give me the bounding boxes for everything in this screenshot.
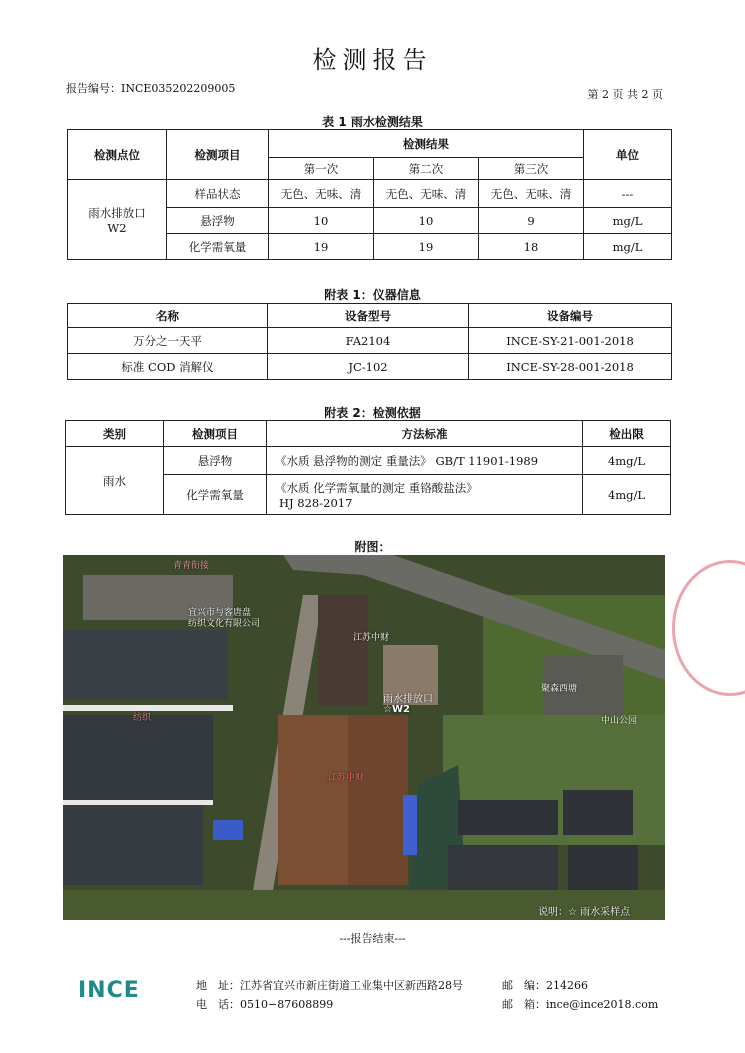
header-third: 第三次 bbox=[479, 158, 584, 180]
table2-caption: 附表 1：仪器信息 bbox=[324, 288, 421, 302]
unit-cell: mg/L bbox=[584, 208, 672, 234]
report-number: 报告编号：INCE035202209005 bbox=[66, 82, 236, 95]
instrument-info-table bbox=[67, 303, 672, 380]
header-unit: 单位 bbox=[584, 130, 672, 180]
map-label: 聚森西塘 bbox=[541, 684, 578, 694]
header-first: 第一次 bbox=[269, 158, 374, 180]
result-cell: 10 bbox=[269, 208, 374, 234]
footer-address: 地 址：江苏省宜兴市新庄街道工业集中区新西路28号 bbox=[196, 979, 463, 992]
unit-cell: --- bbox=[584, 180, 672, 208]
result-cell: 无色、无味、清 bbox=[374, 180, 479, 208]
result-cell: 9 bbox=[479, 208, 584, 234]
table-row bbox=[68, 328, 672, 354]
header-name: 名称 bbox=[68, 304, 268, 328]
item-cell: 样品状态 bbox=[167, 180, 269, 208]
header-second: 第二次 bbox=[374, 158, 479, 180]
map-label: 青青衔接 bbox=[173, 561, 210, 571]
ince-logo bbox=[78, 978, 140, 1003]
map-label: 中山公园 bbox=[601, 716, 638, 726]
item-cell: 悬浮物 bbox=[167, 208, 269, 234]
report-title: 检测报告 bbox=[312, 46, 433, 74]
map-label: 宜兴市与客唐盘 bbox=[188, 608, 252, 618]
method-code: HJ 828-2017 bbox=[279, 495, 353, 510]
company-seal bbox=[672, 560, 745, 696]
footer-postcode: 邮 编：214266 bbox=[502, 979, 588, 992]
item-cell: 化学需氧量 bbox=[167, 234, 269, 260]
footer-email: 邮 箱：ince@ince2018.com bbox=[502, 998, 659, 1011]
limit-cell: 4mg/L bbox=[583, 475, 671, 515]
result-cell: 无色、无味、清 bbox=[479, 180, 584, 208]
table-row bbox=[68, 354, 672, 380]
report-end: ---报告结束--- bbox=[339, 932, 406, 945]
map-label: 纺织文化有限公司 bbox=[188, 619, 261, 629]
method-name: 《水质 化学需氧量的测定 重铬酸盐法》 bbox=[275, 480, 478, 495]
table1-caption: 表 1 雨水检测结果 bbox=[322, 115, 423, 129]
unit-cell: mg/L bbox=[584, 234, 672, 260]
header-item: 检测项目 bbox=[167, 130, 269, 180]
header-point: 检测点位 bbox=[68, 130, 167, 180]
header-result: 检测结果 bbox=[269, 130, 584, 158]
header-category: 类别 bbox=[66, 421, 164, 447]
rain-test-results-table bbox=[67, 129, 672, 260]
table3-caption: 附表 2：检测依据 bbox=[324, 406, 421, 420]
model-cell: JC-102 bbox=[268, 354, 469, 380]
method-cell bbox=[267, 475, 583, 515]
item-cell: 化学需氧量 bbox=[164, 475, 267, 515]
category-cell: 雨水 bbox=[66, 447, 164, 515]
method-cell: 《水质 悬浮物的测定 重量法》 GB/T 11901-1989 bbox=[267, 447, 583, 475]
header-model: 设备型号 bbox=[268, 304, 469, 328]
result-cell: 19 bbox=[374, 234, 479, 260]
point-code: W2 bbox=[107, 220, 127, 235]
map-legend: 说明：☆ 雨水采样点 bbox=[538, 907, 631, 918]
result-cell: 18 bbox=[479, 234, 584, 260]
result-cell: 19 bbox=[269, 234, 374, 260]
outlet-label: 雨水排放口 bbox=[383, 694, 433, 705]
footer-phone: 电 话：0510−87608899 bbox=[196, 998, 334, 1011]
table-row bbox=[66, 447, 671, 475]
result-cell: 无色、无味、清 bbox=[269, 180, 374, 208]
header-code: 设备编号 bbox=[469, 304, 672, 328]
satellite-map bbox=[63, 555, 665, 920]
point-name: 雨水排放口 bbox=[88, 205, 146, 220]
header-method: 方法标准 bbox=[267, 421, 583, 447]
name-cell: 万分之一天平 bbox=[68, 328, 268, 354]
code-cell: INCE-SY-21-001-2018 bbox=[469, 328, 672, 354]
page-info: 第 2 页 共 2 页 bbox=[587, 88, 663, 101]
test-basis-table bbox=[65, 420, 671, 515]
map-label: 江苏中财 bbox=[328, 773, 365, 783]
limit-cell: 4mg/L bbox=[583, 447, 671, 475]
map-graphic bbox=[63, 555, 665, 920]
point-cell bbox=[68, 180, 167, 260]
model-cell: FA2104 bbox=[268, 328, 469, 354]
name-cell: 标准 COD 消解仪 bbox=[68, 354, 268, 380]
map-label: 江苏中财 bbox=[353, 633, 390, 643]
header-item: 检测项目 bbox=[164, 421, 267, 447]
map-caption: 附图： bbox=[354, 540, 391, 554]
table-row bbox=[68, 180, 672, 208]
logo-text: INCE bbox=[78, 978, 140, 1003]
code-cell: INCE-SY-28-001-2018 bbox=[469, 354, 672, 380]
map-label: 纺织 bbox=[133, 713, 152, 723]
item-cell: 悬浮物 bbox=[164, 447, 267, 475]
header-limit: 检出限 bbox=[583, 421, 671, 447]
result-cell: 10 bbox=[374, 208, 479, 234]
outlet-marker: ☆W2 bbox=[383, 704, 410, 715]
